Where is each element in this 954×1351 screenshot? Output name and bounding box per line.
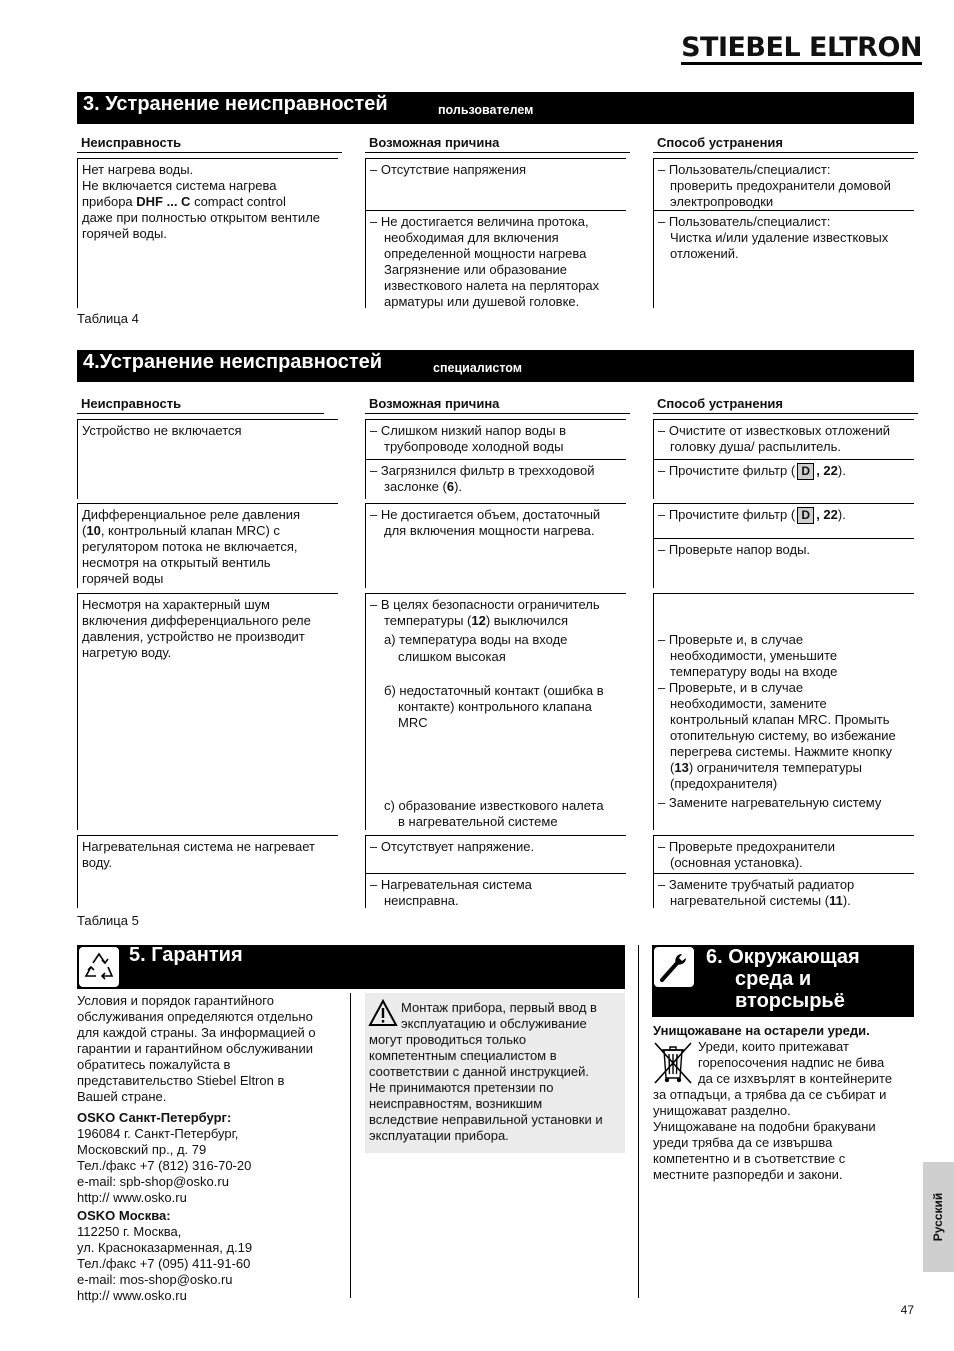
text-line: необходимости, уменьшите bbox=[670, 648, 838, 663]
text-line: Устройство не включается bbox=[82, 423, 242, 438]
column-divider bbox=[350, 993, 351, 1298]
text-line: гарантии и гарантийном обслуживании bbox=[77, 1041, 313, 1056]
text-line: нагретую воду. bbox=[82, 645, 172, 660]
text-line: – Проверьте напор воды. bbox=[658, 542, 811, 557]
text-line: – Загрязнился фильтр в трехходовой bbox=[370, 463, 595, 478]
text-line bbox=[370, 613, 626, 629]
text-line: в нагревательной системе bbox=[398, 814, 558, 829]
table5-fix-a1 bbox=[653, 419, 914, 459]
disposal-text bbox=[653, 1039, 892, 1183]
section-3-title-main: 3. Устранение неисправностей bbox=[83, 93, 388, 115]
text-line: соответствии с данной инструкцией. bbox=[369, 1064, 590, 1079]
text-line: контакте) контрольного клапана bbox=[398, 699, 592, 714]
text-line: могут проводиться только bbox=[369, 1032, 527, 1047]
msk-email: e-mail: mos-shop@osko.ru bbox=[77, 1272, 233, 1287]
text-line: арматуры или душевой головке. bbox=[384, 294, 580, 309]
text-line bbox=[658, 893, 914, 909]
section-3-title bbox=[77, 92, 914, 124]
text-fragment: compact control bbox=[190, 194, 286, 209]
text-line: электропроводки bbox=[670, 194, 774, 209]
table4-cause-1 bbox=[365, 158, 626, 210]
text-line: отопительную систему, во избежание bbox=[670, 728, 896, 743]
text-line: Вашей стране. bbox=[77, 1089, 167, 1104]
text-line: неисправностям, возникшим bbox=[369, 1096, 543, 1111]
table4-header-fix: Способ устранения bbox=[653, 134, 918, 153]
table5-caption: Таблица 5 bbox=[77, 913, 139, 928]
ref-number: 6 bbox=[446, 479, 455, 494]
language-side-tab bbox=[923, 1162, 954, 1272]
text-line bbox=[370, 479, 626, 495]
table4-fix-1 bbox=[653, 158, 914, 210]
text-line: Загрязнение или образование bbox=[384, 262, 568, 277]
spb-title: OSKO Санкт-Петербург: bbox=[77, 1110, 232, 1125]
text-line: горячей воды bbox=[82, 571, 164, 586]
text-line bbox=[82, 523, 338, 539]
text-line: горепосочения надпис не бива bbox=[698, 1055, 885, 1070]
text-fragment: – Прочистите фильтр ( bbox=[658, 463, 796, 478]
text-line: – Отсутствие напряжения bbox=[370, 162, 527, 177]
text-fragment: прибора bbox=[82, 194, 137, 209]
text-line: Несмотря на характерный шум bbox=[82, 597, 270, 612]
text-line: контрольный клапан MRC. Промыть bbox=[670, 712, 890, 727]
table5-fix-b2 bbox=[653, 538, 914, 588]
table5-fault-c bbox=[77, 593, 338, 830]
text-fragment: ). bbox=[837, 507, 846, 522]
model-name: DHF ... C bbox=[136, 194, 191, 209]
disposal-subheading: Унищожаване на остарели уреди. bbox=[653, 1023, 870, 1038]
ref-number: 12 bbox=[471, 613, 486, 628]
text-fragment: нагревательной системы ( bbox=[670, 893, 830, 908]
brand-logo: STIEBEL ELTRON bbox=[681, 32, 922, 63]
text-line: даже при полностью открытом вентиле bbox=[82, 210, 321, 225]
text-line: а) температура воды на входе bbox=[384, 632, 568, 647]
text-line: – Проверьте предохранители bbox=[658, 839, 836, 854]
text-line: проверить предохранители домовой bbox=[670, 178, 891, 193]
text-line: горячей воды. bbox=[82, 226, 167, 241]
text-line: с) образование известкового налета bbox=[384, 798, 604, 813]
ref-number: 11 bbox=[829, 893, 843, 908]
text-fragment: ). bbox=[454, 479, 463, 494]
table5-header-cause: Возможная причина bbox=[365, 395, 630, 414]
table5-cause-d1 bbox=[365, 835, 626, 873]
section-4-title-sub: специалистом bbox=[433, 361, 523, 375]
text-line: температуру воды на входе bbox=[670, 664, 838, 679]
section-4-title bbox=[77, 350, 914, 382]
text-fragment: ) ограничителя температуры bbox=[688, 760, 862, 775]
text-line: трубопроводе холодной воды bbox=[384, 439, 564, 454]
text-line: воду. bbox=[82, 855, 113, 870]
table5-fix-d1 bbox=[653, 835, 914, 873]
section-4-title-main: 4.Устранение неисправностей bbox=[83, 351, 383, 373]
text-line: – Пользователь/специалист: bbox=[658, 162, 831, 177]
text-line: Унищожаване на подобни бракувани bbox=[653, 1119, 876, 1134]
text-line: Чистка и/или удаление известковых bbox=[670, 230, 889, 245]
text-line: да се изхвърлят в контейнерите bbox=[698, 1071, 893, 1086]
text-line: Условия и порядок гарантийного bbox=[77, 993, 274, 1008]
text-fragment: , контрольный клапан MRC) с bbox=[100, 523, 280, 538]
text-line: ул. Красноказарменная, д.19 bbox=[77, 1240, 253, 1255]
recycle-icon-svg bbox=[79, 947, 119, 987]
text-line: – Замените нагревательную систему bbox=[658, 795, 882, 810]
text-line: Тел./факс +7 (095) 411-91-60 bbox=[77, 1256, 251, 1271]
text-line: – Не достигается величина протока, bbox=[370, 214, 589, 229]
text-line: – Отсутствует напряжение. bbox=[370, 839, 535, 854]
text-line: несмотря на открытый вентиль bbox=[82, 555, 271, 570]
text-fragment: ). bbox=[837, 463, 846, 478]
table5-fix-c bbox=[653, 593, 914, 830]
text-line: включения дифференциального реле bbox=[82, 613, 311, 628]
text-line: перегрева системы. Нажмите кнопку bbox=[670, 744, 892, 759]
wrench-icon bbox=[652, 945, 696, 989]
document-d-icon: D bbox=[797, 507, 814, 524]
text-line: унищожават разделно. bbox=[653, 1103, 791, 1118]
text-line: – Не достигается объем, достаточный bbox=[370, 507, 601, 522]
text-line: эксплуатацию и обслуживание bbox=[401, 1016, 587, 1031]
spb-email: e-mail: spb-shop@osko.ru bbox=[77, 1174, 229, 1189]
text-line: – Проверьте, и в случае bbox=[658, 680, 804, 695]
text-line: за отпадъци, а трябва да се събират и bbox=[653, 1087, 887, 1102]
text-line: известкового налета на перляторах bbox=[384, 278, 600, 293]
table5-cause-a1 bbox=[365, 419, 626, 459]
text-line: (предохранителя) bbox=[670, 776, 778, 791]
text-line bbox=[82, 194, 338, 210]
table4-header-cause: Возможная причина bbox=[365, 134, 630, 153]
text-line: MRC bbox=[398, 715, 428, 730]
text-line: Уреди, които притежават bbox=[698, 1039, 849, 1054]
text-line: отложений. bbox=[670, 246, 739, 261]
text-line bbox=[658, 760, 914, 776]
section-6-title-line: вторсырьё bbox=[735, 990, 845, 1012]
text-line: для каждой страны. За информацией о bbox=[77, 1025, 316, 1040]
text-line: – Замените трубчатый радиатор bbox=[658, 877, 855, 892]
text-line: слишком высокая bbox=[398, 649, 506, 664]
text-line: Не принимаются претензии по bbox=[369, 1080, 554, 1095]
text-line: определенной мощности нагрева bbox=[384, 246, 587, 261]
text-line: необходимая для включения bbox=[384, 230, 559, 245]
table5-header-fix: Способ устранения bbox=[653, 395, 918, 414]
text-line: для включения мощности нагрева. bbox=[384, 523, 595, 538]
text-line: (основная установка). bbox=[670, 855, 803, 870]
document-d-icon: D bbox=[797, 463, 814, 480]
table5-fix-d2 bbox=[653, 873, 914, 908]
text-line: необходимости, замените bbox=[670, 696, 827, 711]
text-line bbox=[658, 507, 914, 524]
table4-cause-2 bbox=[365, 210, 626, 308]
text-line: Нагревательная система не нагревает bbox=[82, 839, 316, 854]
section-5-title bbox=[77, 945, 625, 989]
table5-cause-b bbox=[365, 503, 626, 588]
text-line: Тел./факс +7 (812) 316-70-20 bbox=[77, 1158, 252, 1173]
text-line: – В целях безопасности ограничитель bbox=[370, 597, 600, 612]
spb-website: http:// www.osko.ru bbox=[77, 1190, 187, 1205]
text-line: неисправна. bbox=[384, 893, 459, 908]
text-line: головку душа/ распылитель. bbox=[670, 439, 841, 454]
text-line: 196084 г. Санкт-Петербург, bbox=[77, 1126, 239, 1141]
text-line: Монтаж прибора, первый ввод в bbox=[401, 1000, 597, 1015]
wrench-icon-svg bbox=[654, 947, 694, 987]
text-line: Московский пр., д. 79 bbox=[77, 1142, 207, 1157]
table4-fault-cell bbox=[77, 158, 338, 308]
text-line: регулятором потока не включается, bbox=[82, 539, 298, 554]
table5-cause-d2 bbox=[365, 873, 626, 908]
table4-header-fault: Неисправность bbox=[77, 134, 342, 153]
text-line: Нет нагрева воды. bbox=[82, 162, 194, 177]
text-fragment: температуры ( bbox=[384, 613, 472, 628]
table4-caption: Таблица 4 bbox=[77, 311, 139, 326]
text-line: давления, устройство не производит bbox=[82, 629, 305, 644]
column-divider bbox=[638, 945, 639, 1298]
text-line: б) недостаточный контакт (ошибка в bbox=[384, 683, 604, 698]
text-line: – Пользователь/специалист: bbox=[658, 214, 831, 229]
text-line: – Проверьте и, в случае bbox=[658, 632, 804, 647]
table5-cause-a2 bbox=[365, 459, 626, 499]
section-5-title-text: 5. Гарантия bbox=[129, 944, 243, 966]
table5-fix-a2 bbox=[653, 459, 914, 499]
text-line: обратитесь пожалуйста в bbox=[77, 1057, 231, 1072]
text-line: вследствие неправильной установки и bbox=[369, 1112, 603, 1127]
warning-box bbox=[365, 993, 625, 1153]
msk-website: http:// www.osko.ru bbox=[77, 1288, 187, 1303]
table5-fault-b bbox=[77, 503, 338, 588]
table4-fix-2 bbox=[653, 210, 914, 308]
ref-number: 13 bbox=[674, 760, 689, 775]
table5-fault-a bbox=[77, 419, 338, 499]
warning-icon bbox=[368, 999, 398, 1027]
text-line: – Нагревательная система bbox=[370, 877, 532, 892]
warranty-text bbox=[77, 993, 316, 1304]
text-fragment: ) выключился bbox=[485, 613, 569, 628]
text-line: Дифференциальное реле давления bbox=[82, 507, 301, 522]
section-3-title-sub: пользователем bbox=[438, 103, 534, 117]
table5-header-fault: Неисправность bbox=[77, 395, 324, 414]
text-fragment: заслонке ( bbox=[384, 479, 447, 494]
section-6-title-line: 6. Окружающая bbox=[706, 946, 860, 968]
ref-number: 10 bbox=[86, 523, 101, 538]
text-line: обслуживания определяются отдельно bbox=[77, 1009, 313, 1024]
language-label: Русский bbox=[931, 1192, 945, 1242]
text-fragment: ( bbox=[670, 760, 675, 775]
table5-fault-d bbox=[77, 835, 338, 908]
text-line bbox=[658, 463, 914, 480]
table5-fix-b1 bbox=[653, 503, 914, 538]
text-line: местните разпоредби и закони. bbox=[653, 1167, 843, 1182]
text-line: Не включается система нагрева bbox=[82, 178, 277, 193]
text-line: представительство Stiebel Eltron в bbox=[77, 1073, 285, 1088]
table5-cause-c bbox=[365, 593, 626, 830]
page-ref: , 22 bbox=[816, 463, 838, 478]
text-line: уреди трябва да се извършва bbox=[653, 1135, 833, 1150]
text-fragment: – Прочистите фильтр ( bbox=[658, 507, 796, 522]
section-6-title-line: среда и bbox=[735, 968, 812, 990]
text-line: эксплуатации прибора. bbox=[369, 1128, 509, 1143]
spacer bbox=[658, 597, 914, 632]
text-line: – Слишком низкий напор воды в bbox=[370, 423, 567, 438]
page-number: 47 bbox=[900, 1303, 914, 1317]
recycle-icon bbox=[77, 945, 121, 989]
text-line: – Очистите от известковых отложений bbox=[658, 423, 891, 438]
text-line: 112250 г. Москва, bbox=[77, 1224, 182, 1239]
text-fragment: ( bbox=[82, 523, 87, 538]
msk-title: OSKO Москва: bbox=[77, 1208, 171, 1223]
text-line: компетентным специалистом в bbox=[369, 1048, 557, 1063]
text-line: компетентно и в съответствие с bbox=[653, 1151, 846, 1166]
text-fragment: ). bbox=[842, 893, 851, 908]
page-ref: , 22 bbox=[816, 507, 838, 522]
